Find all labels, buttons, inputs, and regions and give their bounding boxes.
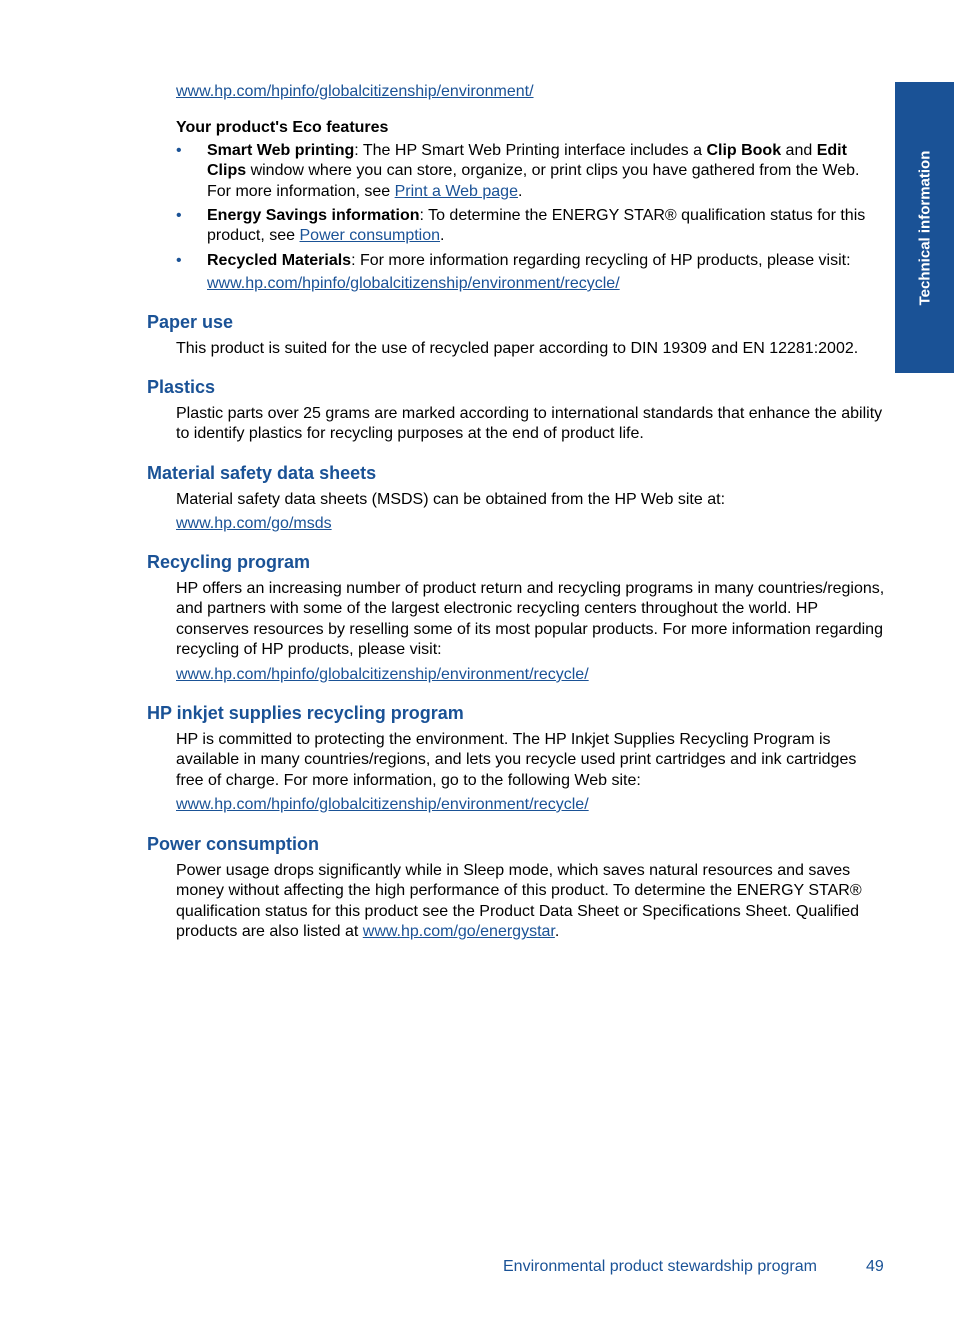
recycling-text: HP offers an increasing number of product return and recycling programs in many countries/regions, and partners with some of the largest electronic recycling centers throughout the world. HP conserves resources by reselling some of its most popular products. For more information regarding recycling of HP products, please visit: (176, 580, 885, 659)
bullet-icon: • (176, 207, 182, 224)
power-text-body: Power usage drops significantly while in Sleep mode, which saves natural resources and saves money without affecting the high performance of this product. To determine the ENERGY STAR® qualification status for this product see the Product Data Sheet or Specifications Sheet. Qualified products are also listed at (176, 862, 862, 941)
plastics-heading: Plastics (147, 377, 216, 397)
inkjet-recycle-link[interactable]: www.hp.com/hpinfo/globalcitizenship/environment/recycle/ (176, 796, 589, 813)
eco-item-title: Recycled Materials (207, 252, 352, 269)
bullet-icon: • (176, 252, 182, 269)
msds-link[interactable]: www.hp.com/go/msds (176, 515, 332, 532)
recycled-link-line (207, 274, 887, 294)
eco-item-text: and (781, 142, 817, 159)
bullet-icon: • (176, 142, 182, 159)
power-text (176, 861, 888, 943)
msds-link-line (176, 514, 888, 534)
eco-item-recycled (207, 251, 887, 271)
environment-link[interactable]: www.hp.com/hpinfo/globalcitizenship/environment/ (176, 83, 534, 100)
top-link-line (176, 82, 888, 102)
recycle-link[interactable]: www.hp.com/hpinfo/globalcitizenship/environment/recycle/ (207, 275, 620, 292)
inkjet-text: HP is committed to protecting the environment. The HP Inkjet Supplies Recycling Program is available in many countries/regions, and lets you recycle used print cartridges and ink cartridges free of charge. For more information, go to the following Web site: (176, 731, 857, 789)
page-number: 49 (866, 1258, 884, 1275)
eco-heading: Your product's Eco features (176, 119, 389, 136)
eco-item-text: window where you can store, organize, or print clips you have gathered from the Web. For more information, see (207, 162, 860, 200)
power-text-end: . (554, 923, 560, 941)
side-tab (895, 82, 954, 373)
eco-item-text: . (440, 227, 445, 245)
msds-text: Material safety data sheets (MSDS) can be obtained from the HP Web site at: (176, 491, 726, 508)
eco-item-energy (207, 206, 887, 247)
paper-use-text: This product is suited for the use of recycled paper according to DIN 19309 and EN 12281:2002. (176, 340, 859, 357)
paper-use-heading: Paper use (147, 312, 234, 332)
plastics-text: Plastic parts over 25 grams are marked according to international standards that enhance the ability to identify plastics for recycling purposes at the end of product life. (176, 405, 883, 443)
footer-title: Environmental product stewardship program (503, 1258, 817, 1275)
clip-book-term: Clip Book (706, 142, 782, 159)
eco-item-text: : To determine the ENERGY STAR® qualification status for this product, see (207, 207, 866, 245)
edit-clips-term: Edit Clips (207, 142, 847, 180)
eco-item-title: Energy Savings information (207, 207, 420, 224)
recycling-heading: Recycling program (147, 552, 311, 572)
inkjet-heading: HP inkjet supplies recycling program (147, 703, 464, 723)
power-consumption-link[interactable]: Power consumption (299, 227, 441, 245)
eco-item-text: . (517, 182, 523, 200)
eco-item-smart-web (207, 141, 887, 202)
power-heading: Power consumption (147, 834, 320, 854)
eco-item-text: : The HP Smart Web Printing interface includes a (354, 142, 707, 159)
recycling-link-line (176, 665, 888, 685)
recycling-link[interactable]: www.hp.com/hpinfo/globalcitizenship/environment/recycle/ (176, 666, 589, 683)
side-tab-label: Technical information (916, 150, 933, 305)
energystar-link[interactable]: www.hp.com/go/energystar (362, 923, 555, 941)
eco-item-text: : For more information regarding recycling of HP products, please visit: (351, 252, 851, 269)
print-web-page-link[interactable]: Print a Web page (394, 182, 518, 200)
eco-item-title: Smart Web printing (207, 142, 355, 159)
inkjet-link-line (176, 795, 888, 815)
msds-heading: Material safety data sheets (147, 463, 377, 483)
